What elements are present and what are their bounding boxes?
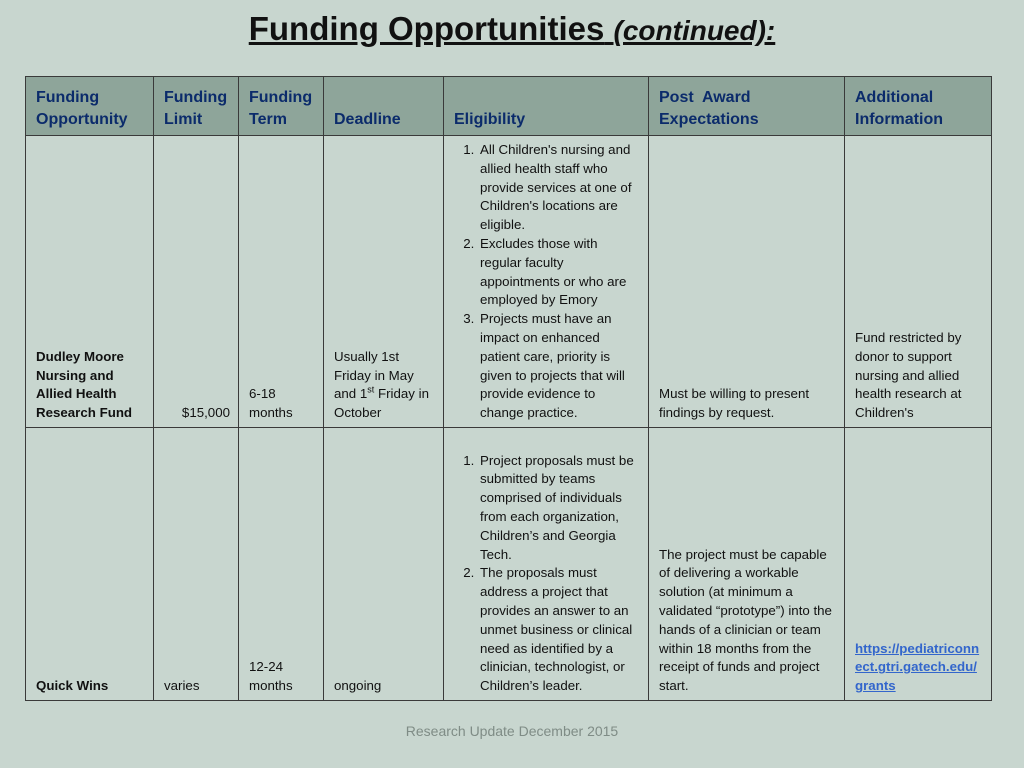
grants-link[interactable]: https://pediatriconnect.gtri.gatech.edu/grants — [855, 640, 980, 694]
cell-term: 12-24 months — [239, 428, 324, 701]
cell-term: 6-18 months — [239, 136, 324, 428]
cell-additional — [845, 428, 992, 701]
header-row — [26, 77, 992, 136]
cell-limit: varies — [154, 428, 239, 701]
header-additional: Additional Information — [845, 77, 992, 136]
funding-table — [25, 76, 992, 701]
list-item: 2. Excludes those with regular faculty appointments or who are employed by Emory — [478, 235, 640, 310]
table-row — [26, 136, 992, 428]
list-item: 2. The proposals must address a project that provides an answer to an unmet business or clinical need as identified by a clinician, technologist, or Children’s leader. — [478, 564, 640, 696]
cell-post-award: Must be willing to present findings by request. — [649, 136, 845, 428]
header-term: Funding Term — [239, 77, 324, 136]
cell-post-award: The project must be capable of delivering a workable solution (at minimum a validated “prototype”) into the hands of a clinician or team within 18 months from the receipt of funds and project start. — [649, 428, 845, 701]
list-item: 1. All Children's nursing and allied health staff who provide services at one of Children's locations are eligible. — [478, 141, 640, 235]
list-item: 3. Projects must have an impact on enhanced patient care, priority is given to projects that will provide evidence to change practice. — [478, 310, 640, 423]
eligibility-list — [454, 141, 640, 423]
cell-opportunity: Dudley Moore Nursing and Allied Health Research Fund — [26, 136, 154, 428]
header-eligibility: Eligibility — [444, 77, 649, 136]
header-opportunity: Funding Opportunity — [26, 77, 154, 136]
title-suffix: (continued): — [613, 15, 776, 46]
list-item: 1. Project proposals must be submitted by teams comprised of individuals from each organization, Children’s and Georgia Tech. — [478, 452, 640, 565]
page-title — [0, 10, 1024, 48]
cell-opportunity: Quick Wins — [26, 428, 154, 701]
cell-additional: Fund restricted by donor to support nursing and allied health research at Children's — [845, 136, 992, 428]
cell-deadline: ongoing — [324, 428, 444, 701]
cell-limit: $15,000 — [154, 136, 239, 428]
deadline-text-b: Friday in October — [334, 386, 429, 421]
cell-eligibility — [444, 428, 649, 701]
table-row — [26, 428, 992, 701]
deadline-sup: st — [367, 384, 375, 395]
title-main: Funding Opportunities — [248, 10, 605, 47]
header-deadline: Deadline — [324, 77, 444, 136]
eligibility-list — [454, 452, 640, 696]
header-post-award: Post Award Expectations — [649, 77, 845, 136]
footer-text: Research Update December 2015 — [405, 723, 619, 739]
cell-eligibility — [444, 136, 649, 428]
header-limit: Funding Limit — [154, 77, 239, 136]
cell-deadline — [324, 136, 444, 428]
deadline-text-a: Usually 1st Friday in May and 1 — [334, 348, 414, 402]
